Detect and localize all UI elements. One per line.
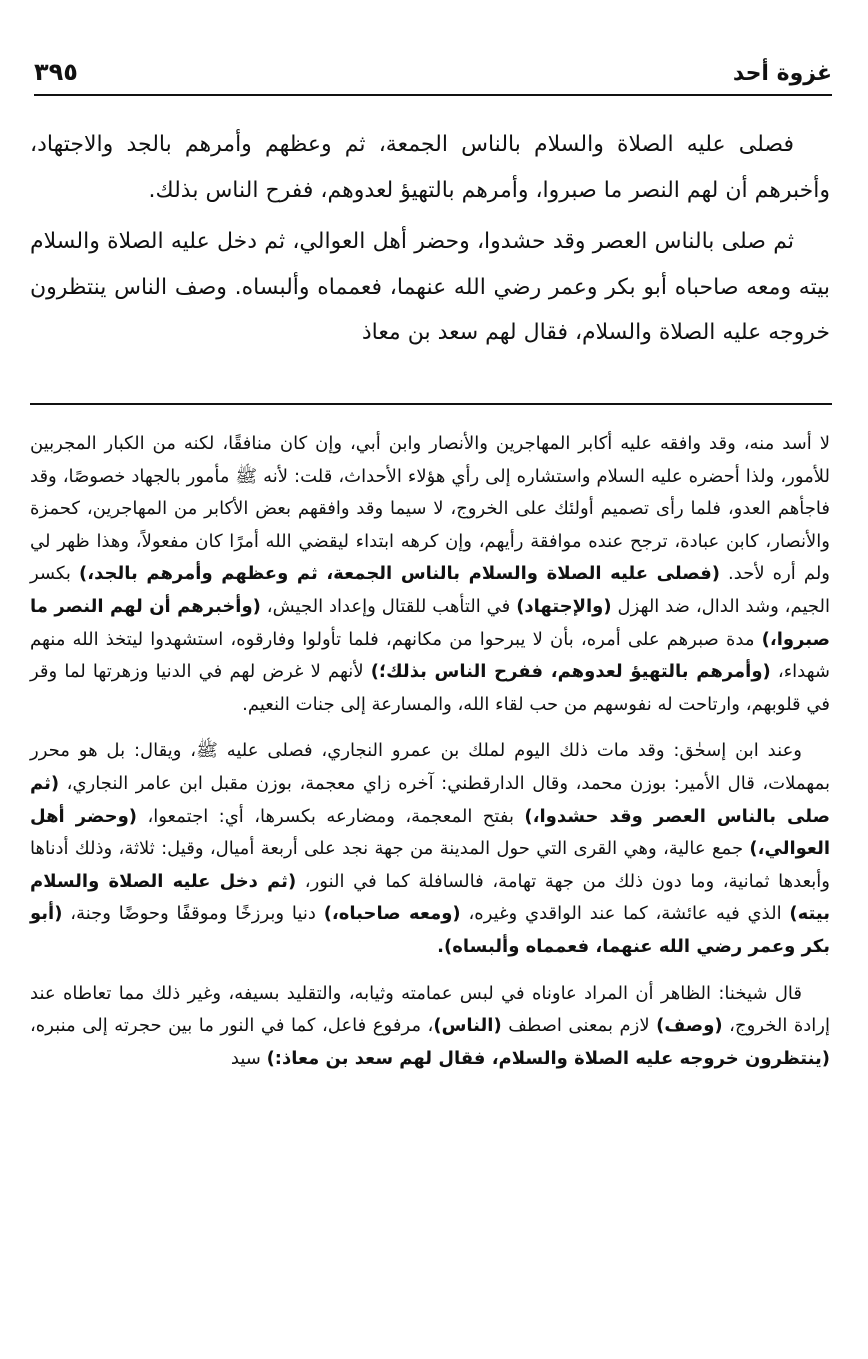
quoted-text-bold: (وأمرهم بالتهيؤ لعدوهم، ففرح الناس بذلك؛)	[370, 661, 771, 683]
commentary-text: في التأهب للقتال وإعداد الجيش،	[260, 595, 517, 617]
quoted-text-bold: (والإجتهاد)	[516, 595, 612, 617]
quoted-text-bold: (ثم صلى بالناس العصر وقد حشدوا،)	[30, 772, 830, 827]
quoted-text-bold: (أبو بكر وعمر رضي الله عنهما، فعمماه وألبساه).	[30, 903, 830, 957]
commentary-text: بفتح المعجمة، ومضارعه بكسرها، أي: اجتمعوا،	[137, 805, 525, 827]
commentary-text: لا أسد منه، وقد وافقه عليه أكابر المهاجرين والأنصار وابن أبي، وإن كان منافقًا، لكنه من الكبار المجربين للأمور، ولذا أحضره عليه السلام واستشاره إلى رأي هؤلاء الأحداث، قلت: لأنه ﷺ مأمور بالجهاد خصوصًا، وقد فاجأهم العدو، فلما رأى تصميم أولئك على الخروج، لا سيما وقد وافقهم بعض الأكابر من المهاجرين، كحمزة والأنصار، كابن عبادة، ترجح عنده موافقة رأيهم، وإن كرهه ابتداء ليقضي الله أمرًا كان مفعولاً، وهذا ظهر لي ولم أره لأحد.	[30, 433, 831, 585]
quoted-text-bold: (وأخبرهم أن لهم النصر ما صبروا،)	[30, 595, 830, 650]
commentary-text: مدة صبرهم على أمره، بأن لا يبرحوا من مكانهم، فلما تأولوا وفارقوه، استشهدوا ليتخذ الله منهم شهداء،	[30, 628, 830, 683]
commentary-text: لأنهم لا غرض لهم في الدنيا وزهرتها لما وقر في قلوبهم، وارتاحت له نفوسهم من حب لقاء الله، والمسارعة إلى جنات النعيم.	[30, 661, 830, 715]
commentary-paragraph	[30, 428, 830, 721]
main-text	[30, 122, 830, 356]
running-title: غزوة أحد	[732, 61, 832, 86]
commentary-text: وعند ابن إسحٰق: وقد مات ذلك اليوم لملك بن عمرو النجاري، فصلى عليه ﷺ، ويقال: بل هو محرر بمهملات، قال الأمير: بوزن محمد، وقال الدارقطني: آخره زاي معجمة، بوزن مقبل ابن عامر النجاري،	[30, 740, 830, 794]
commentary-text: الذي فيه عائشة، كما عند الواقدي وغيره،	[460, 903, 790, 925]
quoted-text-bold: (ثم دخل عليه الصلاة والسلام بيته)	[30, 870, 831, 925]
quoted-text-bold: (وحضر أهل العوالي،)	[30, 805, 830, 860]
commentary-paragraph	[30, 735, 830, 963]
page-number: ٣٩٥	[34, 58, 78, 86]
commentary-text: دنيا وبرزخًا وموقفًا وحوضًا وجنة،	[62, 903, 324, 925]
quoted-text-bold: (وصف)	[656, 1015, 723, 1037]
main-paragraph: ثم صلى بالناس العصر وقد حشدوا، وحضر أهل العوالي، ثم دخل عليه الصلاة والسلام بيته ومعه صاحباه أبو بكر وعمر رضي الله عنهما، فعمماه وألبساه. وصف الناس ينتظرون خروجه عليه الصلاة والسلام، فقال لهم سعد بن معاذ	[30, 229, 830, 345]
quoted-text-bold: (ينتظرون خروجه عليه الصلاة والسلام، فقال لهم سعد بن معاذ:)	[266, 1047, 830, 1069]
commentary-text: سيد	[230, 1047, 267, 1069]
commentary-text: بكسر الجيم، وشد الدال، ضد الهزل	[30, 563, 830, 617]
commentary-text: ، مرفوع فاعل، كما في النور ما بين حجرته إلى منبره،	[30, 1015, 434, 1037]
commentary-paragraph	[30, 978, 830, 1076]
commentary-text: قال شيخنا: الظاهر أن المراد عاوناه في لبس عمامته وثيابه، والتقليد بسيفه، وغير ذلك مما تعاطاه عند إرادة الخروج،	[30, 982, 830, 1037]
page-header	[34, 56, 832, 96]
commentary-text: جمع عالية، وهي القرى التي حول المدينة من جهة نجد على أربعة أميال، وقيل: ثلاثة، وذلك أدناها وأبعدها ثمانية، وما دون ذلك من جهة تهامة، فالسافلة كما في النور،	[30, 838, 830, 892]
quoted-text-bold: (ومعه صاحباه،)	[323, 903, 461, 925]
commentary	[30, 428, 830, 1075]
main-paragraph: فصلى عليه الصلاة والسلام بالناس الجمعة، ثم وعظهم وأمرهم بالجد والاجتهاد، وأخبرهم أن لهم النصر ما صبروا، وأمرهم بالتهيؤ لعدوهم، ففرح الناس بذلك.	[30, 132, 830, 203]
commentary-text: لازم بمعنى اصطف	[501, 1015, 657, 1037]
footnote-divider	[30, 403, 832, 405]
quoted-text-bold: (فصلى عليه الصلاة والسلام بالناس الجمعة، ثم وعظهم وأمرهم بالجد،)	[79, 563, 720, 585]
quoted-text-bold: (الناس)	[433, 1015, 502, 1037]
